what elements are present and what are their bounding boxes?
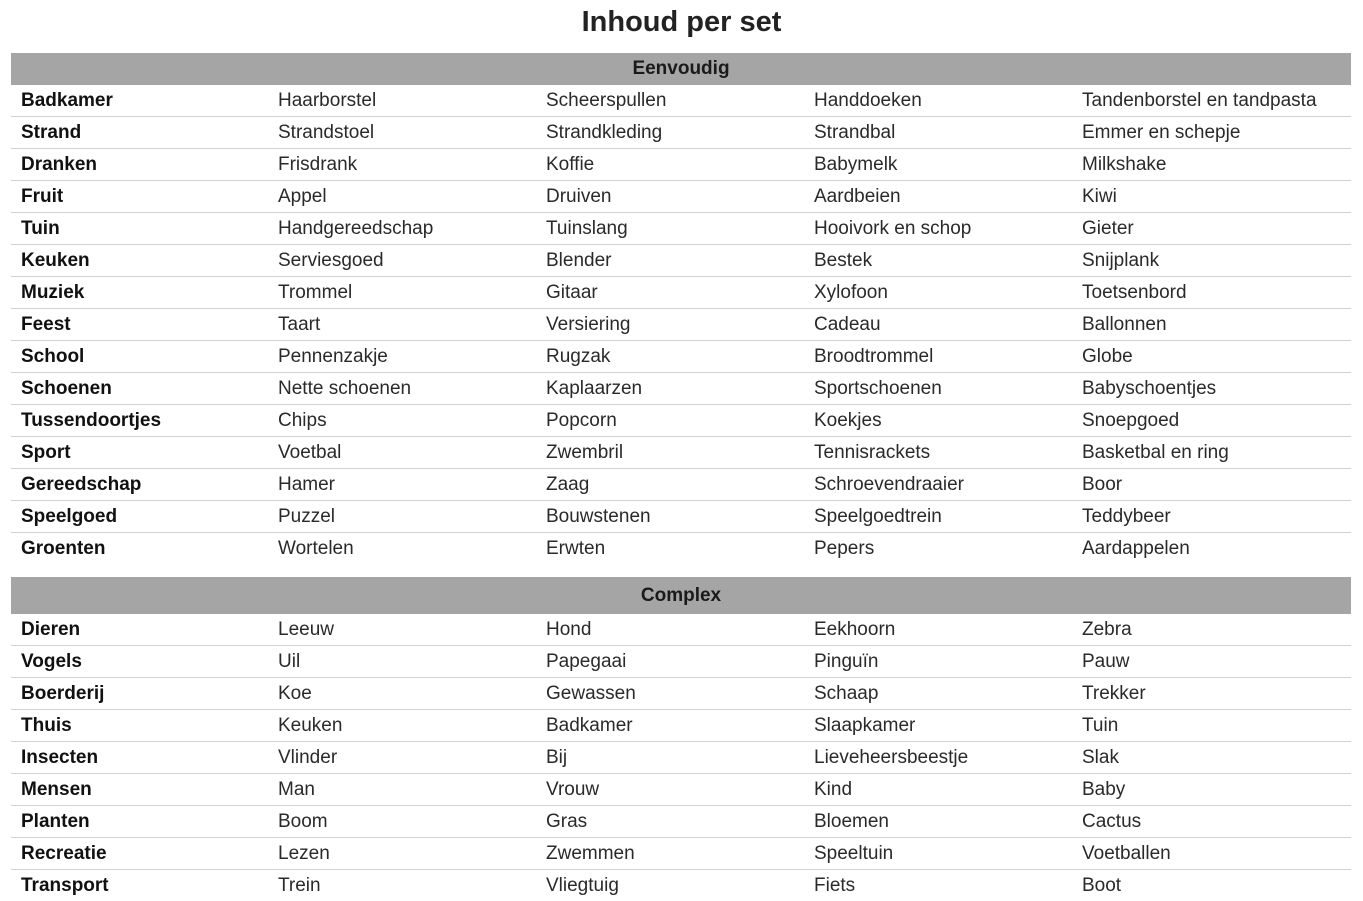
content-table (11, 53, 1351, 901)
category-cell: Keuken (11, 245, 268, 277)
table-row (11, 838, 1351, 870)
item-cell: Badkamer (536, 710, 804, 742)
category-cell: Fruit (11, 181, 268, 213)
item-cell: Kiwi (1072, 181, 1351, 213)
item-cell: Snijplank (1072, 245, 1351, 277)
item-cell: Baby (1072, 774, 1351, 806)
table-row (11, 117, 1351, 149)
table-row (11, 533, 1351, 565)
item-cell: Trekker (1072, 678, 1351, 710)
item-cell: Bloemen (804, 806, 1072, 838)
table-row (11, 245, 1351, 277)
item-cell: Hond (536, 614, 804, 646)
table-row (11, 678, 1351, 710)
item-cell: Toetsenbord (1072, 277, 1351, 309)
item-cell: Aardappelen (1072, 533, 1351, 565)
category-cell: Vogels (11, 646, 268, 678)
item-cell: Wortelen (268, 533, 536, 565)
item-cell: Snoepgoed (1072, 405, 1351, 437)
category-cell: Transport (11, 870, 268, 901)
category-cell: Mensen (11, 774, 268, 806)
category-cell: Tussendoortjes (11, 405, 268, 437)
item-cell: Tuin (1072, 710, 1351, 742)
item-cell: Fiets (804, 870, 1072, 901)
item-cell: Vlinder (268, 742, 536, 774)
category-cell: Speelgoed (11, 501, 268, 533)
item-cell: Haarborstel (268, 85, 536, 117)
category-cell: Sport (11, 437, 268, 469)
item-cell: Scheerspullen (536, 85, 804, 117)
item-cell: Vliegtuig (536, 870, 804, 901)
item-cell: Basketbal en ring (1072, 437, 1351, 469)
item-cell: Trein (268, 870, 536, 901)
item-cell: Babymelk (804, 149, 1072, 181)
category-cell: Dranken (11, 149, 268, 181)
item-cell: Sportschoenen (804, 373, 1072, 405)
item-cell: Trommel (268, 277, 536, 309)
item-cell: Gieter (1072, 213, 1351, 245)
item-cell: Schroevendraaier (804, 469, 1072, 501)
table-row (11, 277, 1351, 309)
item-cell: Serviesgoed (268, 245, 536, 277)
item-cell: Cadeau (804, 309, 1072, 341)
page-title: Inhoud per set (0, 0, 1363, 44)
item-cell: Versiering (536, 309, 804, 341)
item-cell: Cactus (1072, 806, 1351, 838)
item-cell: Chips (268, 405, 536, 437)
table-row (11, 742, 1351, 774)
item-cell: Gras (536, 806, 804, 838)
item-cell: Speelgoedtrein (804, 501, 1072, 533)
item-cell: Rugzak (536, 341, 804, 373)
item-cell: Boor (1072, 469, 1351, 501)
item-cell: Lezen (268, 838, 536, 870)
table-row (11, 405, 1351, 437)
item-cell: Zaag (536, 469, 804, 501)
item-cell: Frisdrank (268, 149, 536, 181)
item-cell: Tandenborstel en tandpasta (1072, 85, 1351, 117)
category-cell: Gereedschap (11, 469, 268, 501)
section-header-label: Eenvoudig (11, 53, 1351, 85)
category-cell: Planten (11, 806, 268, 838)
item-cell: Slak (1072, 742, 1351, 774)
table-row (11, 213, 1351, 245)
table-row (11, 646, 1351, 678)
table-row (11, 806, 1351, 838)
table-row (11, 309, 1351, 341)
item-cell: Schaap (804, 678, 1072, 710)
table-row (11, 181, 1351, 213)
table-row (11, 774, 1351, 806)
table-row (11, 373, 1351, 405)
category-cell: Muziek (11, 277, 268, 309)
table-row (11, 870, 1351, 901)
spacer-cell (11, 564, 1351, 577)
item-cell: Appel (268, 181, 536, 213)
item-cell: Leeuw (268, 614, 536, 646)
item-cell: Hooivork en schop (804, 213, 1072, 245)
item-cell: Milkshake (1072, 149, 1351, 181)
category-cell: Schoenen (11, 373, 268, 405)
item-cell: Zebra (1072, 614, 1351, 646)
item-cell: Bestek (804, 245, 1072, 277)
item-cell: Uil (268, 646, 536, 678)
category-cell: Thuis (11, 710, 268, 742)
category-cell: Insecten (11, 742, 268, 774)
section-header (11, 577, 1351, 614)
category-cell: Strand (11, 117, 268, 149)
item-cell: Koffie (536, 149, 804, 181)
item-cell: Bouwstenen (536, 501, 804, 533)
item-cell: Babyschoentjes (1072, 373, 1351, 405)
item-cell: Bij (536, 742, 804, 774)
table-row (11, 710, 1351, 742)
item-cell: Tennisrackets (804, 437, 1072, 469)
item-cell: Vrouw (536, 774, 804, 806)
category-cell: School (11, 341, 268, 373)
category-cell: Feest (11, 309, 268, 341)
table-row (11, 501, 1351, 533)
item-cell: Erwten (536, 533, 804, 565)
item-cell: Pinguïn (804, 646, 1072, 678)
item-cell: Eekhoorn (804, 614, 1072, 646)
item-cell: Voetballen (1072, 838, 1351, 870)
item-cell: Boom (268, 806, 536, 838)
item-cell: Zwemmen (536, 838, 804, 870)
category-cell: Badkamer (11, 85, 268, 117)
table-row (11, 85, 1351, 117)
item-cell: Taart (268, 309, 536, 341)
item-cell: Pauw (1072, 646, 1351, 678)
item-cell: Zwembril (536, 437, 804, 469)
item-cell: Slaapkamer (804, 710, 1072, 742)
item-cell: Broodtrommel (804, 341, 1072, 373)
table-row (11, 437, 1351, 469)
item-cell: Koe (268, 678, 536, 710)
item-cell: Kind (804, 774, 1072, 806)
item-cell: Kaplaarzen (536, 373, 804, 405)
table-row (11, 341, 1351, 373)
item-cell: Druiven (536, 181, 804, 213)
category-cell: Recreatie (11, 838, 268, 870)
item-cell: Boot (1072, 870, 1351, 901)
item-cell: Hamer (268, 469, 536, 501)
item-cell: Gewassen (536, 678, 804, 710)
item-cell: Koekjes (804, 405, 1072, 437)
item-cell: Aardbeien (804, 181, 1072, 213)
item-cell: Lieveheersbeestje (804, 742, 1072, 774)
item-cell: Speeltuin (804, 838, 1072, 870)
table-row (11, 469, 1351, 501)
category-cell: Tuin (11, 213, 268, 245)
item-cell: Strandstoel (268, 117, 536, 149)
item-cell: Gitaar (536, 277, 804, 309)
table-row (11, 149, 1351, 181)
item-cell: Pennenzakje (268, 341, 536, 373)
table-body (11, 53, 1351, 901)
item-cell: Globe (1072, 341, 1351, 373)
table-row (11, 614, 1351, 646)
item-cell: Popcorn (536, 405, 804, 437)
item-cell: Teddybeer (1072, 501, 1351, 533)
item-cell: Handgereedschap (268, 213, 536, 245)
item-cell: Handdoeken (804, 85, 1072, 117)
item-cell: Strandkleding (536, 117, 804, 149)
item-cell: Strandbal (804, 117, 1072, 149)
item-cell: Pepers (804, 533, 1072, 565)
item-cell: Keuken (268, 710, 536, 742)
item-cell: Man (268, 774, 536, 806)
item-cell: Xylofoon (804, 277, 1072, 309)
category-cell: Boerderij (11, 678, 268, 710)
item-cell: Emmer en schepje (1072, 117, 1351, 149)
section-header-label: Complex (11, 577, 1351, 614)
section-header (11, 53, 1351, 85)
item-cell: Tuinslang (536, 213, 804, 245)
item-cell: Puzzel (268, 501, 536, 533)
item-cell: Voetbal (268, 437, 536, 469)
category-cell: Dieren (11, 614, 268, 646)
category-cell: Groenten (11, 533, 268, 565)
item-cell: Blender (536, 245, 804, 277)
item-cell: Papegaai (536, 646, 804, 678)
item-cell: Ballonnen (1072, 309, 1351, 341)
item-cell: Nette schoenen (268, 373, 536, 405)
section-spacer (11, 564, 1351, 577)
